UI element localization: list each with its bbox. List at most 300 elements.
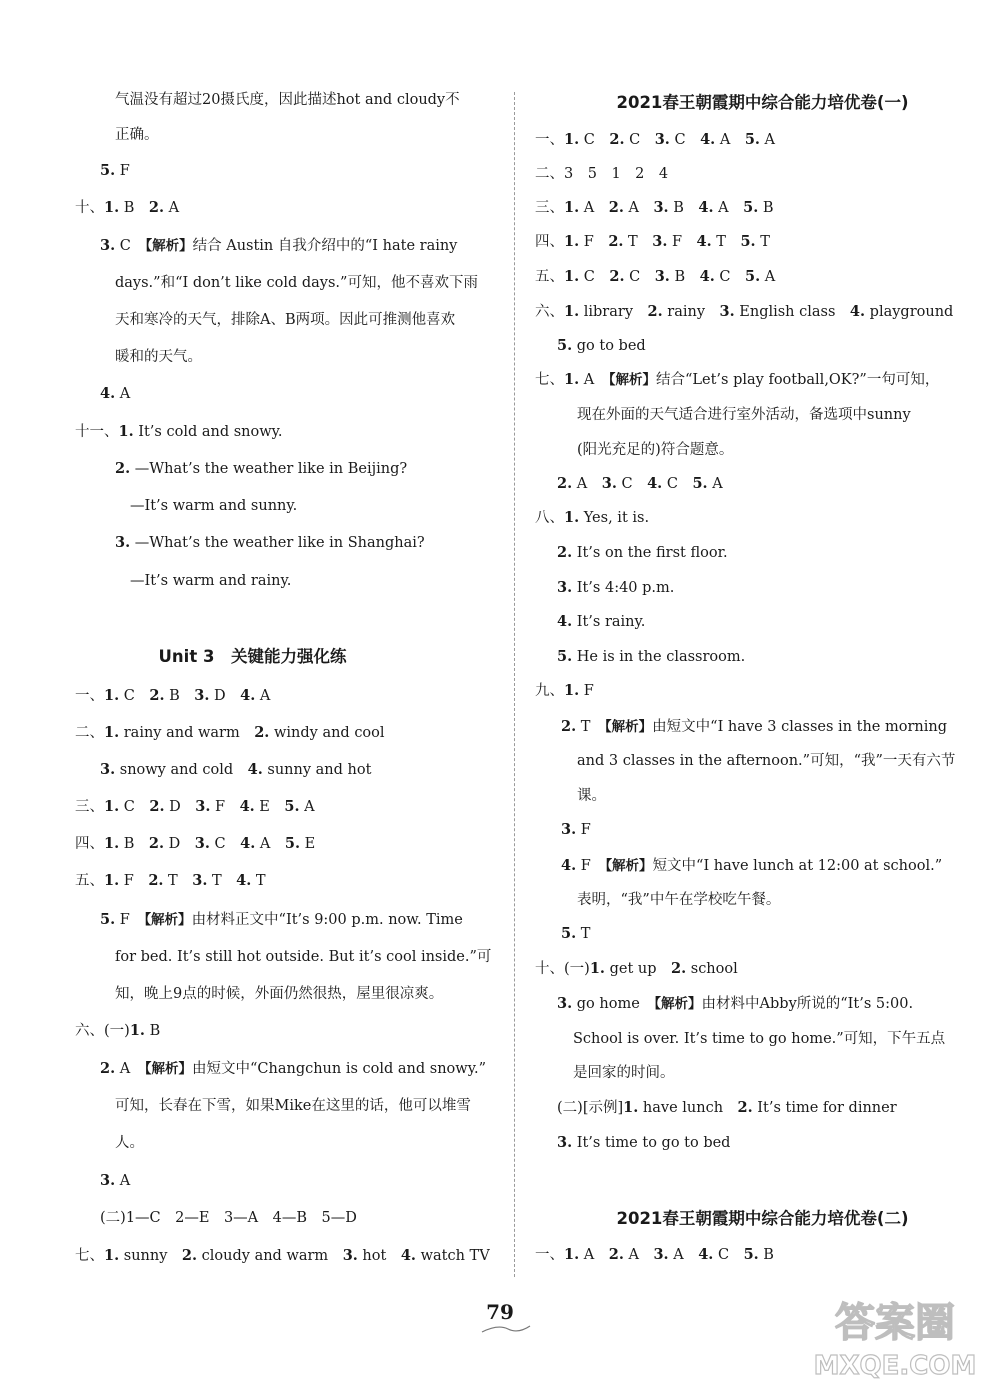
answer-text: (二)[示例] xyxy=(557,1100,624,1116)
item-number: 5. xyxy=(692,475,708,492)
answer-text: 二、 xyxy=(75,725,104,741)
item-number: 2. xyxy=(609,131,625,148)
answer-text: C xyxy=(713,1247,744,1263)
answer-text: 由短文中“Changchun is cold and snowy.” xyxy=(191,1061,486,1077)
item-number: 3. xyxy=(601,475,617,492)
answer-line xyxy=(115,90,460,110)
item-number: 1. xyxy=(564,233,580,250)
item-number: 2. xyxy=(608,233,624,250)
answer-text: 二、3 5 1 2 4 xyxy=(535,166,669,182)
answer-text: 六、 xyxy=(535,304,564,320)
item-number: 4. xyxy=(849,303,866,320)
answer-line xyxy=(535,370,939,390)
answer-text: 一、 xyxy=(535,1247,564,1263)
answer-line xyxy=(577,405,911,425)
watermark-logo xyxy=(800,1290,990,1382)
answer-text: —It’s warm and sunny. xyxy=(130,498,298,514)
answer-text: A xyxy=(623,1247,654,1263)
answer-text: F xyxy=(576,822,591,838)
item-number: 3. xyxy=(653,1246,669,1263)
answer-text: C xyxy=(624,269,655,285)
answer-line xyxy=(100,910,463,930)
item-number: 5. xyxy=(557,648,573,665)
item-number: 4. xyxy=(100,385,116,402)
answer-text: A xyxy=(115,386,131,402)
item-number: 4. xyxy=(696,233,712,250)
answer-text: 由材料正文中“It’s 9:00 p.m. now. Time xyxy=(191,912,463,928)
answer-line xyxy=(557,647,745,667)
answer-text: 正确。 xyxy=(115,127,159,143)
answer-text: go home xyxy=(572,996,655,1012)
answer-text: B xyxy=(119,836,149,852)
item-number: 4. xyxy=(561,857,577,874)
item-number: 4. xyxy=(647,475,663,492)
answer-text: C xyxy=(119,799,150,815)
answer-text: B xyxy=(119,200,149,216)
answer-line xyxy=(535,267,775,287)
answer-line xyxy=(561,856,942,876)
answer-line xyxy=(535,959,738,979)
item-number: 1. xyxy=(564,682,580,699)
answer-text: 可知，长春在下雪，如果Mike在这里的话，他可以堆雪 xyxy=(115,1098,471,1114)
answer-text: D xyxy=(164,799,196,815)
item-number: 3. xyxy=(557,1134,573,1151)
item-number: 5. xyxy=(284,835,301,852)
item-number: 2. xyxy=(671,960,687,977)
answer-text: 五、 xyxy=(535,269,564,285)
answer-line xyxy=(535,164,668,184)
answer-text: sunny xyxy=(119,1248,182,1264)
item-number: 1. xyxy=(104,872,120,889)
answer-line xyxy=(557,578,674,598)
answer-text: C xyxy=(662,476,693,492)
item-number: 4. xyxy=(700,131,716,148)
answer-line xyxy=(75,198,179,218)
answer-text: It’s time to go to bed xyxy=(572,1135,731,1151)
answer-line xyxy=(75,1021,160,1041)
answer-text: C xyxy=(669,132,701,148)
answer-text: T xyxy=(755,234,770,250)
answer-line xyxy=(535,508,649,528)
answer-text: A xyxy=(299,799,315,815)
answer-line xyxy=(115,947,491,967)
answer-text: 由短文中“I have 3 classes in the morning xyxy=(652,719,947,735)
answer-text: 由材料中Abby所说的“It’s 5:00. xyxy=(701,996,914,1012)
watermark-text-cn: 答案圈 xyxy=(835,1300,955,1346)
answer-text: for bed. It’s still hot outside. But it’s cool inside.”可 xyxy=(115,949,492,965)
answer-line xyxy=(557,1098,897,1118)
answer-text: playground xyxy=(865,304,954,320)
item-number: 3. xyxy=(654,268,670,285)
item-number: 3. xyxy=(100,1172,116,1189)
answer-text: It’s rainy. xyxy=(572,614,646,630)
answer-text: 十、(一) xyxy=(535,961,590,977)
item-number: 2. xyxy=(254,724,270,741)
answer-text: 表明，“我”中午在学校吃午餐。 xyxy=(577,892,781,908)
answer-line xyxy=(577,890,780,910)
answer-line xyxy=(100,236,457,256)
answer-text: F xyxy=(579,683,594,699)
answer-line xyxy=(115,1133,144,1153)
answer-line xyxy=(115,459,407,479)
item-number: 2. xyxy=(148,872,164,889)
item-number: 4. xyxy=(557,613,573,630)
answer-text: school xyxy=(686,961,738,977)
item-number: 4. xyxy=(698,1246,714,1263)
answer-text: 一、 xyxy=(535,132,564,148)
answer-text: E xyxy=(300,836,316,852)
answer-text: 三、 xyxy=(75,799,104,815)
answer-text: A xyxy=(715,132,745,148)
page-number: 79 xyxy=(486,1300,514,1324)
answer-text: 课。 xyxy=(577,788,606,804)
item-number: 2. xyxy=(737,1099,753,1116)
analysis-label: 【解析】 xyxy=(144,1061,192,1077)
item-number: 1. xyxy=(623,1099,639,1116)
item-number: 2. xyxy=(181,1247,198,1264)
answer-text: go to bed xyxy=(572,338,646,354)
item-number: 2. xyxy=(149,687,165,704)
answer-text: B xyxy=(758,200,774,216)
item-number: 5. xyxy=(744,131,760,148)
answer-text: C xyxy=(579,269,610,285)
answer-text: 十一、 xyxy=(75,424,119,440)
answer-text: D xyxy=(164,836,195,852)
answer-text: A xyxy=(579,200,609,216)
item-number: 2. xyxy=(149,798,165,815)
item-number: 1. xyxy=(129,1022,145,1039)
answer-line xyxy=(115,984,443,1004)
answer-line xyxy=(115,310,455,330)
item-number: 1. xyxy=(564,509,580,526)
answer-text: 人。 xyxy=(115,1135,144,1151)
answer-text: sunny and hot xyxy=(262,762,372,778)
answer-line xyxy=(577,440,733,460)
item-number: 3. xyxy=(194,835,210,852)
item-number: 2. xyxy=(609,268,625,285)
answer-text: B xyxy=(144,1023,161,1039)
item-number: 3. xyxy=(719,303,735,320)
item-number: 4. xyxy=(240,687,256,704)
item-number: 1. xyxy=(564,268,580,285)
answer-text: B xyxy=(164,688,195,704)
item-number: 5. xyxy=(557,337,573,354)
page-number-swoosh-icon xyxy=(478,1322,534,1336)
answer-line xyxy=(573,1063,675,1083)
answer-line xyxy=(115,1096,471,1116)
answer-line xyxy=(577,786,606,806)
answer-text: A xyxy=(572,476,602,492)
answer-text: library xyxy=(579,304,648,320)
answer-text: hot xyxy=(357,1248,401,1264)
item-number: 3. xyxy=(653,199,669,216)
answer-line xyxy=(557,612,645,632)
answer-line xyxy=(115,125,159,145)
answer-text: A xyxy=(579,372,609,388)
answer-line xyxy=(75,723,385,743)
answer-line xyxy=(577,751,955,771)
item-number: 3. xyxy=(557,995,573,1012)
answer-line xyxy=(535,198,774,218)
answer-text: —It’s warm and rainy. xyxy=(130,573,292,589)
item-number: 5. xyxy=(740,233,756,250)
item-number: 1. xyxy=(564,303,580,320)
answer-text: 结合 Austin 自我介绍中的“I hate rainy xyxy=(192,238,458,254)
answer-text: T xyxy=(576,719,605,735)
analysis-label: 【解析】 xyxy=(604,719,653,735)
answer-text: It’s 4:40 p.m. xyxy=(572,580,675,596)
answer-text: T xyxy=(711,234,741,250)
answer-text: C xyxy=(119,688,150,704)
answer-text: watch TV xyxy=(415,1248,490,1264)
answer-text: cloudy and warm xyxy=(197,1248,343,1264)
answer-line xyxy=(75,834,315,854)
answer-text: F xyxy=(576,858,606,874)
item-number: 2. xyxy=(561,718,577,735)
item-number: 1. xyxy=(564,371,580,388)
item-number: 2. xyxy=(148,199,165,216)
item-number: 4. xyxy=(698,199,714,216)
answer-text: A xyxy=(115,1061,145,1077)
answer-text: He is in the classroom. xyxy=(572,649,746,665)
answer-line xyxy=(557,994,913,1014)
item-number: 5. xyxy=(743,199,759,216)
answer-text: 天和寒冷的天气，排除A、B两项。因此可推测他喜欢 xyxy=(115,312,456,328)
item-number: 2. xyxy=(115,460,131,477)
item-number: 3. xyxy=(561,821,577,838)
answer-text: 短文中“I have lunch at 12:00 at school.” xyxy=(652,858,943,874)
item-number: 1. xyxy=(564,1246,580,1263)
answer-line xyxy=(535,130,775,150)
answer-text: F xyxy=(119,873,149,889)
answer-text: T xyxy=(207,873,237,889)
answer-line xyxy=(535,681,594,701)
answer-line xyxy=(535,302,953,322)
answer-text: 八、 xyxy=(535,510,564,526)
item-number: 3. xyxy=(194,687,210,704)
item-number: 5. xyxy=(100,162,116,179)
answer-text: rainy xyxy=(662,304,720,320)
answer-text: A xyxy=(255,688,271,704)
answer-text: A xyxy=(255,836,285,852)
watermark-text-url: MXQE.COM xyxy=(813,1351,977,1381)
answer-text: 六、(一) xyxy=(75,1023,130,1039)
answer-text: (阳光充足的)符合题意。 xyxy=(577,442,734,458)
item-number: 4. xyxy=(699,268,715,285)
answer-line xyxy=(557,474,723,494)
item-number: 2. xyxy=(148,835,165,852)
answer-text: Yes, it is. xyxy=(579,510,650,526)
answer-line xyxy=(75,422,283,442)
item-number: 3. xyxy=(557,579,573,596)
item-number: 3. xyxy=(652,233,668,250)
answer-text: T xyxy=(576,926,591,942)
answer-text: A xyxy=(668,1247,699,1263)
answer-text: C xyxy=(624,132,655,148)
answer-text: English class xyxy=(734,304,850,320)
answer-text: —What’s the weather like in Beijing? xyxy=(130,461,408,477)
item-number: 3. xyxy=(192,872,208,889)
analysis-label: 【解析】 xyxy=(608,372,656,388)
item-number: 1. xyxy=(104,835,120,852)
answer-text: It’s cold and snowy. xyxy=(133,424,283,440)
answer-line xyxy=(115,347,202,367)
answer-text: It’s on the first floor. xyxy=(572,545,728,561)
analysis-label: 【解析】 xyxy=(654,996,702,1012)
item-number: 2. xyxy=(557,475,573,492)
answer-text: 是回家的时间。 xyxy=(573,1065,675,1081)
item-number: 1. xyxy=(104,199,120,216)
answer-text: T xyxy=(163,873,193,889)
answer-text: B xyxy=(669,269,700,285)
item-number: 2. xyxy=(100,1060,116,1077)
item-number: 5. xyxy=(561,925,577,942)
answer-line xyxy=(573,1029,945,1049)
answer-text: D xyxy=(209,688,241,704)
item-number: 3. xyxy=(195,798,211,815)
answer-text: B xyxy=(758,1247,774,1263)
item-number: 1. xyxy=(589,960,605,977)
answer-text: F xyxy=(210,799,240,815)
item-number: 4. xyxy=(247,761,263,778)
answer-text: have lunch xyxy=(638,1100,738,1116)
item-number: 3. xyxy=(654,131,670,148)
answer-text: F xyxy=(667,234,697,250)
section-heading: 2021春王朝霞期中综合能力培优卷(二) xyxy=(616,1209,909,1228)
answer-line xyxy=(557,336,646,356)
item-number: 2. xyxy=(557,544,573,561)
item-number: 1. xyxy=(104,798,120,815)
section-heading: Unit 3 关键能力强化练 xyxy=(158,647,347,666)
item-number: 5. xyxy=(100,911,116,928)
answer-text: 七、 xyxy=(75,1248,104,1264)
item-number: 5. xyxy=(743,1246,759,1263)
item-number: 3. xyxy=(100,761,116,778)
answer-line xyxy=(115,273,478,293)
item-number: 3. xyxy=(100,237,116,254)
item-number: 4. xyxy=(236,872,252,889)
answer-line xyxy=(130,496,297,516)
item-number: 2. xyxy=(608,199,624,216)
answer-text: 五、 xyxy=(75,873,104,889)
answer-line xyxy=(535,1245,774,1265)
answer-text: 现在外面的天气适合进行室外活动，备选项中sunny xyxy=(577,407,911,423)
answer-text: days.”和“I don’t like cold days.”可知，他不喜欢下雨 xyxy=(115,275,478,291)
answer-text: and 3 classes in the afternoon.”可知，“我”一天有六节 xyxy=(577,753,956,769)
answer-text: 一、 xyxy=(75,688,104,704)
answer-line xyxy=(100,384,130,404)
answer-text: A xyxy=(623,200,654,216)
answer-line xyxy=(100,1059,486,1079)
answer-line xyxy=(561,717,947,737)
answer-text: T xyxy=(251,873,266,889)
item-number: 3. xyxy=(115,534,131,551)
answer-text: —What’s the weather like in Shanghai? xyxy=(130,535,425,551)
item-number: 2. xyxy=(608,1246,624,1263)
answer-text: 四、 xyxy=(535,234,564,250)
answer-line xyxy=(100,1208,357,1228)
item-number: 4. xyxy=(240,835,256,852)
answer-line xyxy=(100,1171,130,1191)
answer-line xyxy=(100,161,130,181)
answer-text: F xyxy=(115,912,145,928)
item-number: 5. xyxy=(744,268,761,285)
answer-line xyxy=(535,232,770,252)
item-number: 3. xyxy=(342,1247,358,1264)
answer-text: A xyxy=(707,476,723,492)
answer-line xyxy=(561,820,591,840)
answer-text: C xyxy=(616,476,648,492)
answer-text: A xyxy=(760,269,776,285)
item-number: 1. xyxy=(564,199,580,216)
answer-text: 四、 xyxy=(75,836,104,852)
column-divider xyxy=(514,92,515,1277)
answer-text: rainy and warm xyxy=(119,725,255,741)
analysis-label: 【解析】 xyxy=(605,858,653,874)
item-number: 1. xyxy=(564,131,580,148)
answer-line xyxy=(557,543,728,563)
item-number: 1. xyxy=(104,687,120,704)
item-number: 4. xyxy=(239,798,255,815)
answer-text: 气温没有超过20摄氏度，因此描述hot and cloudy不 xyxy=(115,92,460,108)
answer-line xyxy=(100,760,371,780)
answer-text: 三、 xyxy=(535,200,564,216)
answer-text: 九、 xyxy=(535,683,564,699)
answer-line xyxy=(557,1133,730,1153)
answer-line xyxy=(115,533,425,553)
item-number: 5. xyxy=(284,798,300,815)
analysis-label: 【解析】 xyxy=(144,912,192,928)
answer-text: C xyxy=(714,269,745,285)
answer-text: F xyxy=(579,234,609,250)
answer-text: A xyxy=(713,200,744,216)
answer-text: C xyxy=(579,132,610,148)
answer-text: A xyxy=(759,132,776,148)
answer-text: T xyxy=(623,234,653,250)
answer-text: snowy and cold xyxy=(115,762,248,778)
item-number: 2. xyxy=(647,303,663,320)
answer-line xyxy=(75,871,266,891)
answer-text: F xyxy=(115,163,130,179)
answer-text: C xyxy=(209,836,241,852)
answer-text: 十、 xyxy=(75,200,104,216)
answer-text: A xyxy=(164,200,180,216)
answer-line xyxy=(561,924,590,944)
answer-text: 结合“Let’s play football,OK?”一句可知， xyxy=(655,372,940,388)
item-number: 4. xyxy=(400,1247,416,1264)
answer-text: A xyxy=(115,1173,131,1189)
analysis-label: 【解析】 xyxy=(145,238,193,254)
answer-text: E xyxy=(254,799,285,815)
item-number: 1. xyxy=(104,724,120,741)
answer-text: 七、 xyxy=(535,372,564,388)
answer-text: windy and cool xyxy=(269,725,385,741)
section-heading: 2021春王朝霞期中综合能力培优卷(一) xyxy=(616,93,909,112)
answer-line xyxy=(75,797,315,817)
answer-text: 暖和的天气。 xyxy=(115,349,202,365)
answer-line xyxy=(75,686,270,706)
answer-text: get up xyxy=(604,961,671,977)
answer-line xyxy=(75,1246,490,1266)
answer-text: C xyxy=(115,238,146,254)
answer-text: School is over. It’s time to go home.”可知，下午五点 xyxy=(573,1031,946,1047)
answer-line xyxy=(130,571,291,591)
answer-text: B xyxy=(668,200,699,216)
answer-text: It’s time for dinner xyxy=(752,1100,897,1116)
item-number: 1. xyxy=(104,1247,120,1264)
answer-text: 知，晚上9点的时候，外面仍然很热，屋里很凉爽。 xyxy=(115,986,444,1002)
answer-text: A xyxy=(579,1247,609,1263)
